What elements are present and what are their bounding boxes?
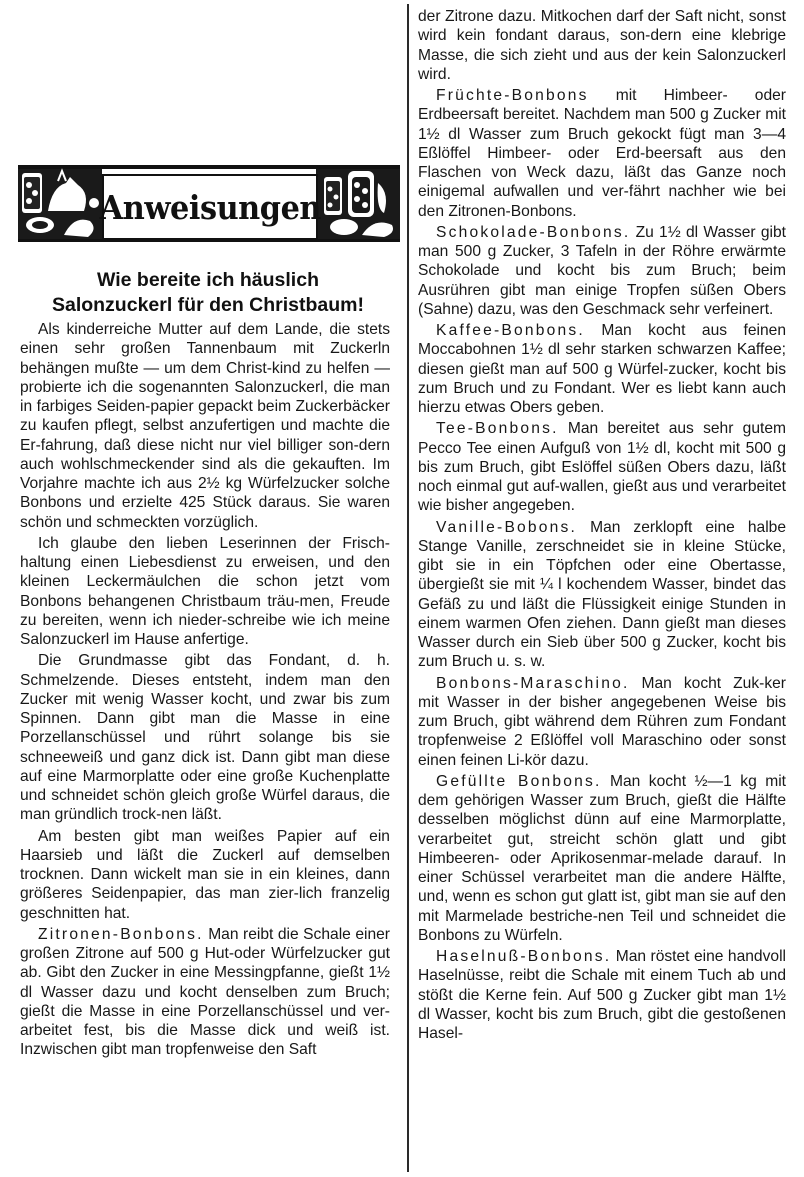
recipe-text: Zu 1½ dl Wasser gibt man 500 g Zucker, 3 Tafeln in der Röhre erwärmte Schokolade und kocht bis zum Bruch; beim Ausrühren gibt man einige Tropfen süßen Obers (Sahne) dazu, was den Geschmack sehr verfeinert. [418, 223, 786, 318]
headline-line-1: Wie bereite ich häuslich [97, 269, 319, 291]
recipe-text: Man bereitet aus sehr gutem Pecco Tee einen Aufguß von 1½ dl, kocht mit 500 g bis zum Bruch, gibt Eslöffel süßen Obers dazu, läßt noch einmal gut auf-wallen, gießt aus und verarbeitet wie bisher angegeben. [418, 420, 786, 515]
recipe-text: Man röstet eine handvoll Haselnüsse, reibt die Schale mit einem Tuch ab und stößt die Kerne fein. Auf 500 g Zucker gibt man 1½ dl Wasser, kocht bis zum Bruch, gibt die gestoßenen Hasel- [418, 948, 786, 1042]
recipe-text: Man kocht aus feinen Moccabohnen 1½ dl sehr starken schwarzen Kaffee; diesen gießt man auf 500 g Würfel-zucker, kocht bis zum Bruch und zu Fondant. Wer es liebt kann auch hierzu etwas Obers geben. [418, 322, 786, 416]
headline-line-2: Salonzuckerl für den Christbaum! [51, 293, 365, 316]
section-banner [18, 163, 400, 253]
recipe-paragraph [418, 419, 786, 515]
article-headline [18, 268, 398, 317]
recipe-paragraph [418, 223, 786, 319]
recipe-paragraph [418, 86, 786, 221]
zitronen-text: Man reibt die Schale einer großen Zitrone auf 500 g Hut-oder Würfelzucker gut ab. Gibt den Zucker in eine Messingpfanne, gießt 1½ dl Wasser dazu und kocht denselben zum Bruch; gießt die Masse in eine Porzellanschüssel und ver-arbeitet fest, bis die Masse dick und weiß ist. Inzwischen gibt man tropfenweise den Saft [20, 925, 390, 1059]
recipe-paragraph [418, 518, 786, 672]
recipe-paragraph [418, 772, 786, 945]
column-divider [407, 4, 409, 1172]
left-column [20, 320, 390, 1062]
recipe-paragraph [418, 947, 786, 1043]
right-column [418, 7, 786, 1045]
recipe-text: Man zerklopft eine halbe Stange Vanille, zerschneidet sie in kleine Stücke, gibt sie in ein Töpfchen oder eine Obertasse, übergießt sie mit ¼ l kochendem Wasser, bindet das Gefäß zu und läßt die Flüssigkeit einige Stunden in einem warmen Ofen ziehen. Dann gießt man dieses Wasser durch ein Sieb über 500 g Zucker, kocht bis zum Bruch u. s. w. [418, 518, 786, 671]
recipe-heading: Haselnuß-Bonbons. [436, 948, 612, 965]
fondant-paragraph: Die Grundmasse gibt das Fondant, d. h. Schmelzende. Dieses entsteht, indem man den Zucker mit wenig Wasser kocht, und zwar bis zum Spinnen. Dann gibt man die Masse in eine Porzellanschüssel und rührt solange bis sie schneeweiß und ganz dick ist. Dann gibt man diese auf eine Marmorplatte oder eine große Kuchenplatte und schneidet schön gleich große Würfel daraus, die man gründlich trock-nen läßt. [20, 652, 390, 824]
recipe-heading: Vanille-Bobons. [436, 518, 578, 536]
zitronen-heading: Zitronen-Bonbons. [38, 925, 204, 943]
recipe-heading: Schokolade-Bonbons. [436, 223, 631, 241]
recipe-paragraph [418, 674, 786, 770]
banner-title: Anweisungen [99, 187, 321, 227]
recipe-text: Man kocht Zuk-ker mit Wasser in der bisher angegebenen Weise bis zum Bruch, gibt während dem Rühren zum Fondant tropfenweise 2 Eßlöffel voll Maraschino oder sonst einen feinen Li-kör dazu. [418, 674, 786, 769]
recipe-heading: Gefüllte Bonbons. [436, 772, 602, 790]
recipe-paragraph [418, 321, 786, 417]
recipe-text: Man kocht ½—1 kg mit dem gehörigen Wasser zum Bruch, gießt die Hälfte desselben möglichst dünn auf eine Marmorplatte, verarbeitet gut, streicht schön glatt und gibt Himbeeren- oder Aprikosenmar-melade darauf. In einer Schüssel verarbeitet man die andere Hälfte, und, wenn es schon gut glatt ist, gibt man sie auf den mit Marmelade bestriche-nen Teil und schneidet die Bonbons zu Würfeln. [418, 772, 787, 944]
banner-title-frame [99, 174, 321, 240]
drying-paragraph: Am besten gibt man weißes Papier auf ein Haarsieb und läßt die Zuckerl auf demselben trocknen. Dann wickelt man sie in ein kleines, dann größeres Seidenpapier, das man zier-lich franzelig geschnitten hat. [20, 827, 390, 922]
recipe-heading: Kaffee-Bonbons. [436, 322, 585, 339]
continuation-paragraph: der Zitrone dazu. Mitkochen darf der Saft nicht, sonst wird kein fondant daraus, son-dern eine klebrige Masse, die sich zieht und aus der kein Salonzuckerl wird. [418, 8, 786, 83]
recipe-heading: Früchte-Bonbons [436, 87, 589, 104]
dedication-paragraph: Ich glaube den lieben Leserinnen der Frisch-haltung einen Liebesdienst zu erweisen, und den kleinen Leckermäulchen die schon jetzt vom Bonbons behangenen Christbaum träu-men, Freude zu bereiten, wenn ich nieder-schreibe wie ich meine Salonzuckerl im Hause anfertige. [20, 534, 390, 648]
recipe-heading: Tee-Bonbons. [436, 420, 559, 438]
zitronen-paragraph [20, 925, 390, 1060]
recipe-heading: Bonbons-Maraschino. [436, 674, 630, 692]
recipe-text: mit Himbeer- oder Erdbeersaft bereitet. Nachdem man 500 g Zucker mit 1½ dl Wasser zum Bruch gekockt fügt man 3—4 Eßlöffel Himbeer- oder Erd-beersaft aus den Flaschen von Weck dazu, läßt das Ganze noch einigemal aufwallen und ver-fährt nachher wie bei den Zitronen-Bonbons. [418, 87, 786, 220]
intro-paragraph: Als kinderreiche Mutter auf dem Lande, die stets einen sehr großen Tannenbaum mit Zuckerln behängen mußte — um dem Christ-kind zu helfen — probierte ich die sogenannten Salonzuckerl, die man in farbiges Seiden-papier gepackt beim Zuckerbäcker zu kaufen pflegt, selbst anzufertigen und machte die Er-fahrung, daß diese nicht nur viel billiger son-dern auch wohlschmeckender sind als die gekauften. Im Vorjahre machte ich aus 2½ kg Würfelzucker solche Bonbons und erzielte 425 Stück daraus. Sie waren schön und schmeckten vorzüglich. [20, 321, 390, 531]
